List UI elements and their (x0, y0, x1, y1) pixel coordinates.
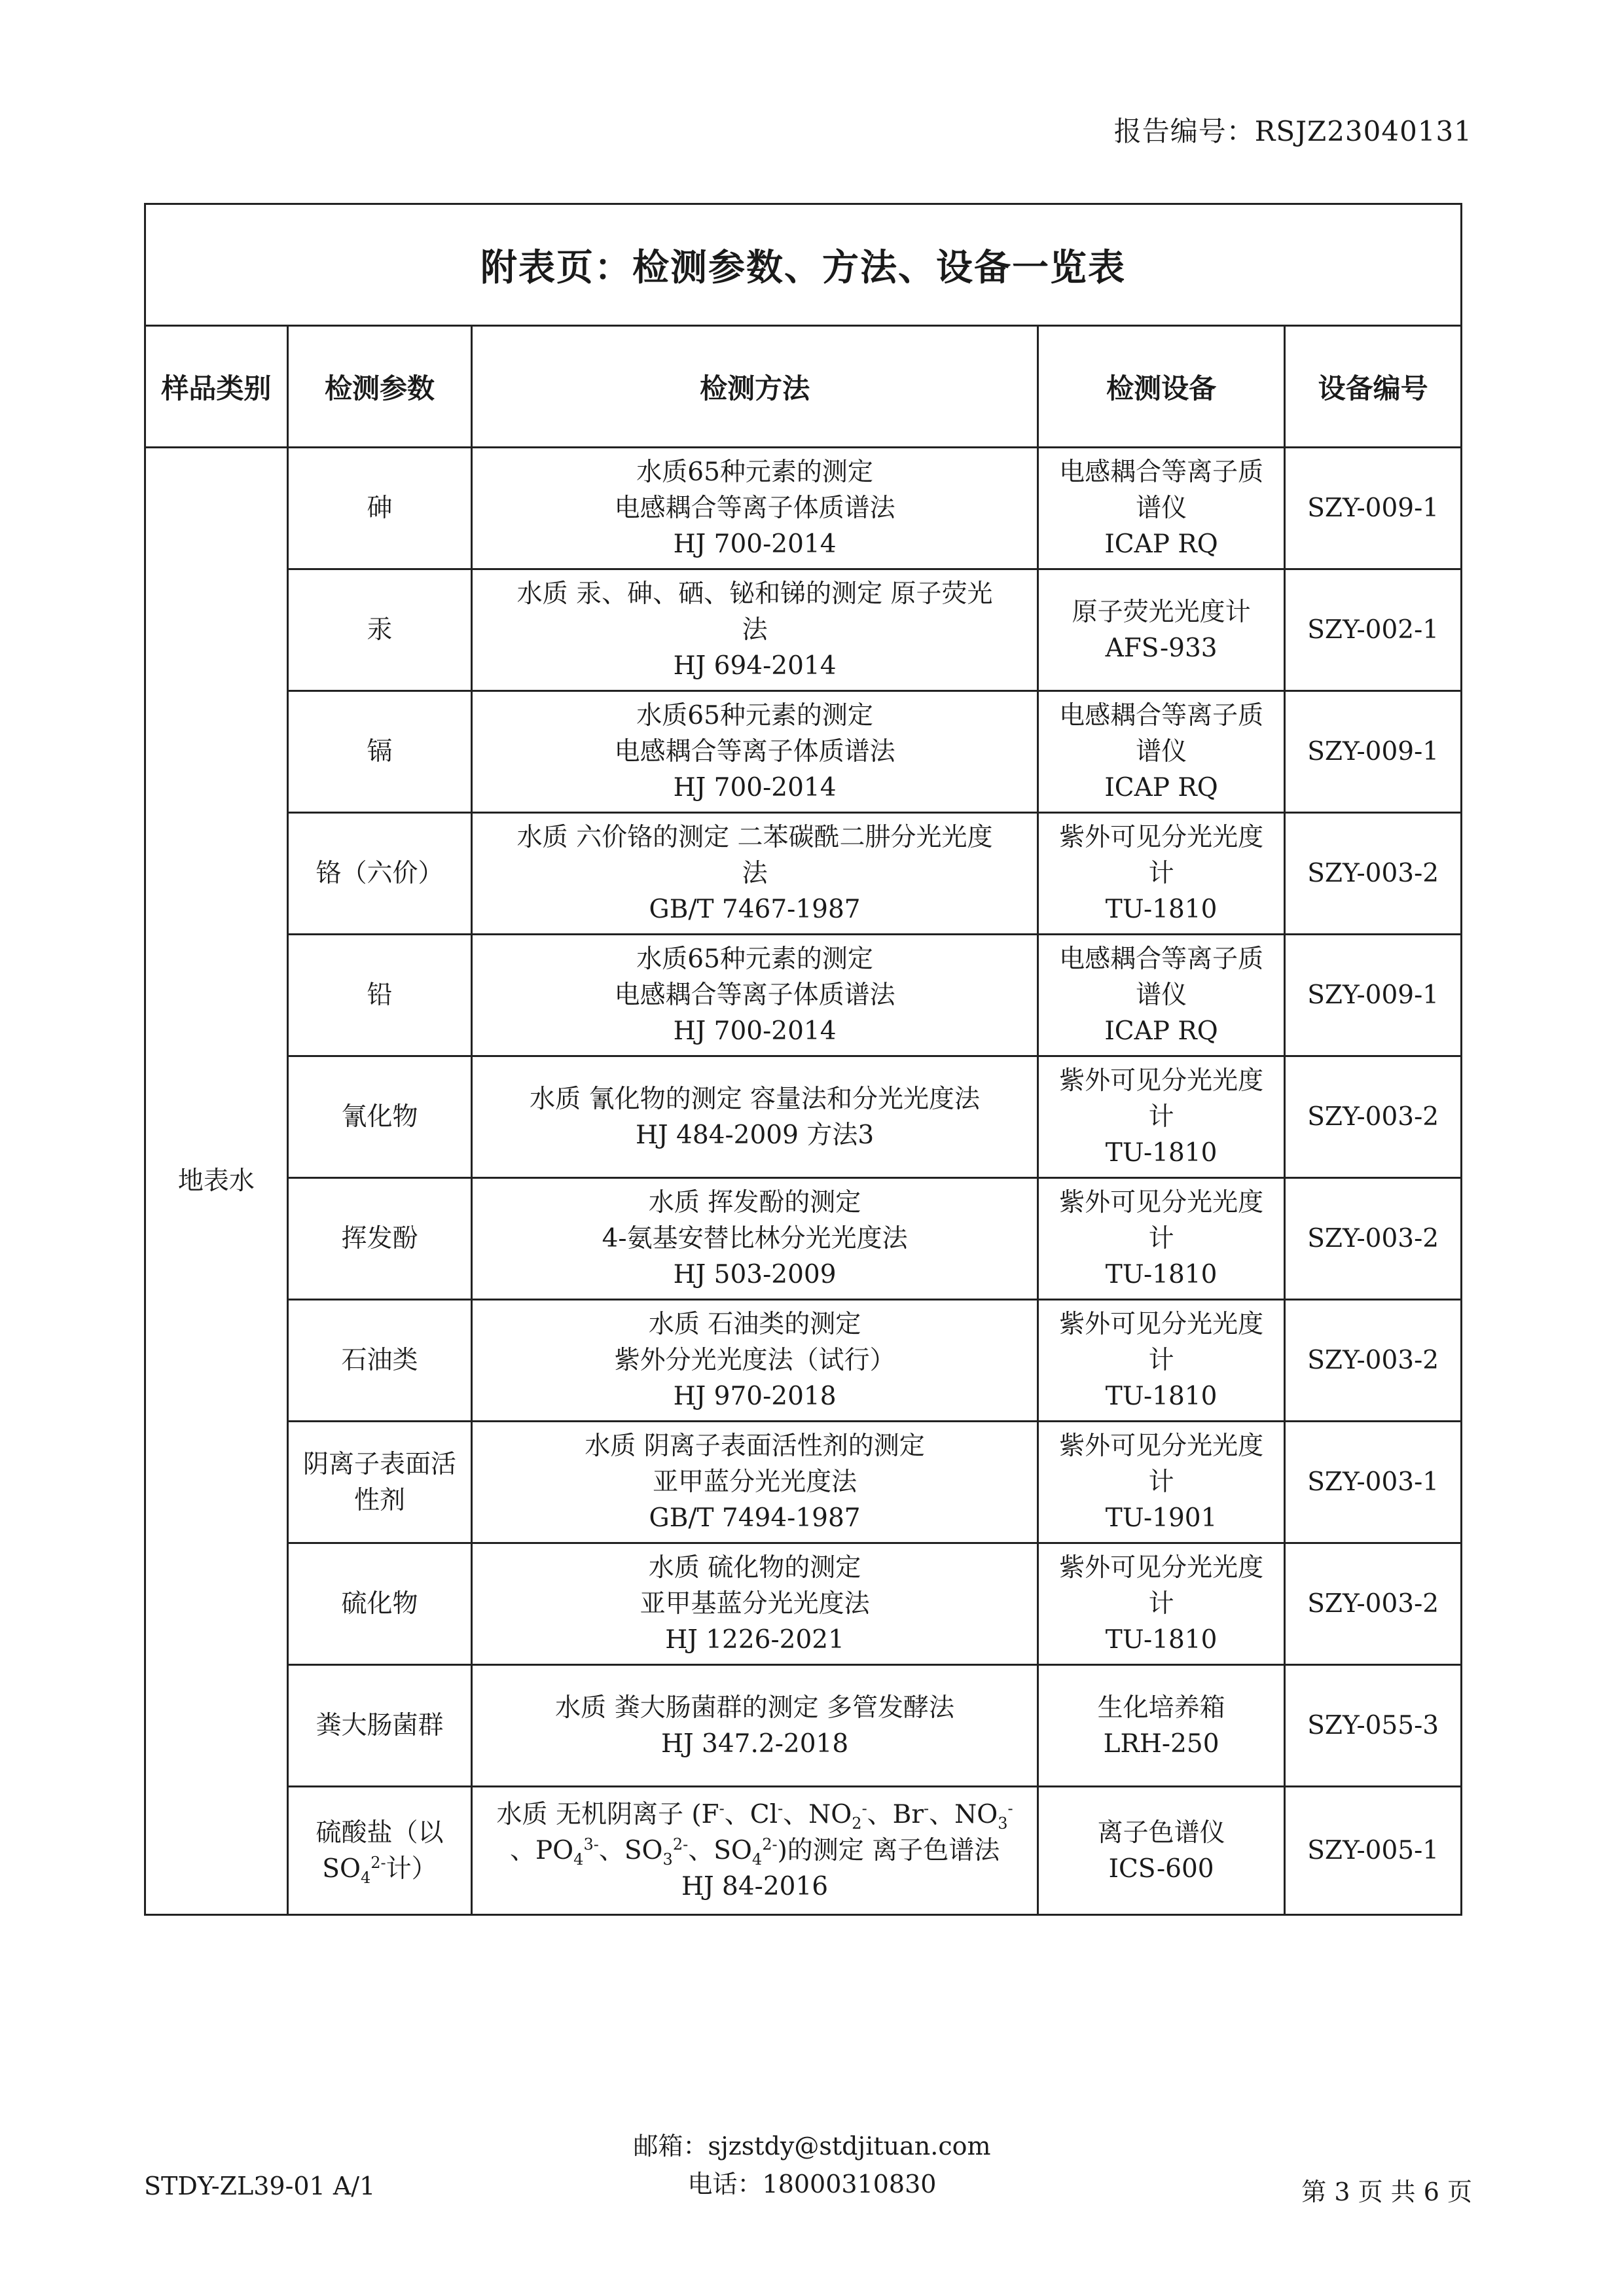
table-title: 附表页：检测参数、方法、设备一览表 (145, 204, 1462, 326)
method-cell-line: HJ 700-2014 (673, 1016, 837, 1046)
parameter-cell (287, 448, 472, 569)
header-sample-category: 样品类别 (145, 326, 288, 448)
method-cell-line: 水质 氰化物的测定 容量法和分光光度法 (530, 1084, 980, 1114)
equipment-cell-line: 计 (1148, 1589, 1174, 1619)
method-cell-line: HJ 700-2014 (673, 773, 837, 802)
sub-mark: 2 (852, 1814, 862, 1833)
header-parameter: 检测参数 (287, 326, 472, 448)
equipment-cell-line: 离子色谱仪 (1097, 1818, 1225, 1848)
method-cell-line: 紫外分光光度法（试行） (614, 1346, 895, 1375)
method-cell-line: HJ 347.2-2018 (661, 1729, 849, 1759)
equipment-cell-line: AFS-933 (1105, 633, 1218, 663)
header-equipment-code: 设备编号 (1285, 326, 1462, 448)
equipment-cell-line: 生化培养箱 (1097, 1693, 1225, 1723)
method-cell (472, 935, 1038, 1056)
equipment-cell (1038, 569, 1284, 691)
equipment-cell (1038, 448, 1284, 569)
equipment-cell-line: 电感耦合等离子质 (1059, 457, 1264, 487)
parameter-cell (287, 1300, 472, 1422)
method-cell (472, 691, 1038, 813)
sup-mark: 3- (583, 1835, 599, 1854)
table-row (145, 1056, 1462, 1178)
equipment-cell-line: ICAP RQ (1104, 529, 1218, 559)
sup-mark: - (923, 1799, 929, 1818)
table-row (145, 1300, 1462, 1422)
equipment-code-cell: SZY-009-1 (1285, 935, 1462, 1056)
table-row (145, 1422, 1462, 1543)
method-cell-line: 水质 硫化物的测定 (648, 1553, 861, 1583)
method-cell-line: 水质 阴离子表面活性剂的测定 (585, 1431, 925, 1461)
text-fragment: 、Br (867, 1800, 924, 1829)
equipment-cell (1038, 691, 1284, 813)
email: 邮箱：sjzstdy@stdjituan.com (633, 2132, 991, 2161)
table-row (145, 1787, 1462, 1915)
sup-mark: - (861, 1799, 867, 1818)
parameter-cell-line: 石油类 (341, 1346, 418, 1375)
equipment-cell-line: 紫外可见分光光度 (1059, 1188, 1264, 1217)
parameter-cell-line: 铅 (367, 980, 393, 1010)
method-cell-line: HJ 700-2014 (673, 529, 837, 559)
sup-mark: 2- (672, 1835, 689, 1854)
method-cell (472, 448, 1038, 569)
method-cell-line: 水质 挥发酚的测定 (648, 1188, 861, 1217)
method-cell (472, 1665, 1038, 1787)
method-cell-line: 电感耦合等离子体质谱法 (614, 737, 895, 766)
report-number: 报告编号：RSJZ23040131 (1113, 115, 1472, 147)
method-cell-line: HJ 970-2018 (673, 1382, 837, 1411)
parameter-cell-line: 粪大肠菌群 (316, 1711, 444, 1740)
equipment-cell-line: 谱仪 (1136, 493, 1187, 523)
method-cell-line: 水质65种元素的测定 (636, 701, 873, 730)
parameter-cell-line (293, 1815, 467, 1851)
method-cell (472, 1300, 1038, 1422)
equipment-cell-line: 紫外可见分光光度 (1059, 1553, 1264, 1583)
sub-mark: 4 (361, 1868, 371, 1887)
method-cell (472, 1056, 1038, 1178)
equipment-cell (1038, 1787, 1284, 1915)
table-header-row (145, 326, 1462, 448)
parameter-cell-line: 性剂 (353, 1485, 405, 1515)
equipment-cell (1038, 1300, 1284, 1422)
parameter-cell (287, 1056, 472, 1178)
equipment-cell-line: 谱仪 (1136, 980, 1187, 1010)
equipment-code-cell: SZY-003-1 (1285, 1422, 1462, 1543)
method-cell-line: HJ 1226-2021 (665, 1625, 844, 1655)
text-fragment: 硫酸盐（以 (316, 1818, 444, 1848)
sup-mark: 2- (762, 1835, 778, 1854)
method-cell-line (477, 1869, 1033, 1905)
text-fragment: SO (322, 1854, 361, 1884)
equipment-cell-line: 原子荧光光度计 (1072, 597, 1251, 627)
document-code: STDY-ZL39-01 A/1 (144, 2172, 376, 2200)
equipment-code-cell: SZY-009-1 (1285, 691, 1462, 813)
text-fragment: )的测定 离子色谱法 (777, 1836, 1000, 1865)
method-cell-line: HJ 694-2014 (673, 651, 837, 681)
equipment-cell-line: 计 (1148, 859, 1174, 888)
equipment-cell-line: TU-1810 (1105, 1382, 1218, 1411)
equipment-cell (1038, 1543, 1284, 1665)
equipment-cell-line: 紫外可见分光光度 (1059, 823, 1264, 852)
sub-mark: 4 (573, 1850, 584, 1869)
equipment-cell-line: TU-1810 (1105, 1260, 1218, 1289)
equipment-code-cell: SZY-003-2 (1285, 813, 1462, 935)
parameter-cell-line: 砷 (367, 493, 393, 523)
sup-mark: - (1007, 1799, 1013, 1818)
equipment-cell (1038, 1665, 1284, 1787)
sup-mark: - (719, 1799, 725, 1818)
equipment-cell-line: 计 (1148, 1102, 1174, 1132)
method-cell (472, 569, 1038, 691)
equipment-cell-line: TU-1810 (1105, 895, 1218, 924)
method-cell (472, 1787, 1038, 1915)
detection-table (144, 203, 1462, 1916)
method-cell-line: 水质 粪大肠菌群的测定 多管发酵法 (555, 1693, 954, 1723)
text-fragment: 、NO (783, 1800, 852, 1829)
method-cell-line: HJ 503-2009 (673, 1260, 837, 1289)
sample-category: 地表水 (145, 448, 288, 1915)
method-cell-line: 水质 汞、砷、硒、铋和锑的测定 原子荧光 (516, 579, 993, 609)
equipment-code-cell: SZY-055-3 (1285, 1665, 1462, 1787)
method-cell (472, 813, 1038, 935)
table-row (145, 1178, 1462, 1300)
equipment-cell-line: TU-1810 (1105, 1625, 1218, 1655)
parameter-cell-line (293, 1851, 467, 1887)
sub-mark: 4 (751, 1850, 763, 1869)
method-cell-line: 法 (742, 615, 768, 645)
sup-mark: 2- (370, 1853, 386, 1872)
equipment-cell (1038, 1178, 1284, 1300)
sub-mark: 3 (662, 1850, 673, 1869)
method-cell-line (477, 1797, 1033, 1833)
parameter-cell (287, 1178, 472, 1300)
parameter-cell (287, 1787, 472, 1915)
equipment-cell-line: ICAP RQ (1104, 1016, 1218, 1046)
text-fragment: 、SO (688, 1836, 752, 1865)
table-row (145, 1543, 1462, 1665)
table-row (145, 935, 1462, 1056)
table-body (145, 204, 1462, 1915)
equipment-code-cell: SZY-005-1 (1285, 1787, 1462, 1915)
equipment-cell (1038, 935, 1284, 1056)
equipment-cell-line: 紫外可见分光光度 (1059, 1310, 1264, 1339)
text-fragment: 、SO (598, 1836, 663, 1865)
page-number: 第 3 页 共 6 页 (1301, 2178, 1472, 2206)
equipment-cell-line: 谱仪 (1136, 737, 1187, 766)
method-cell (472, 1422, 1038, 1543)
equipment-cell-line: LRH-250 (1103, 1729, 1219, 1759)
equipment-cell (1038, 1056, 1284, 1178)
table-row (145, 448, 1462, 569)
parameter-cell (287, 1543, 472, 1665)
equipment-code-cell: SZY-003-2 (1285, 1056, 1462, 1178)
parameter-cell (287, 691, 472, 813)
parameter-cell-line: 汞 (367, 615, 393, 645)
text-fragment: 、PO (509, 1836, 574, 1865)
equipment-cell-line: 计 (1148, 1467, 1174, 1497)
equipment-code-cell: SZY-003-2 (1285, 1300, 1462, 1422)
sup-mark: - (778, 1799, 784, 1818)
equipment-cell-line: 电感耦合等离子质 (1059, 701, 1264, 730)
equipment-code-cell: SZY-003-2 (1285, 1178, 1462, 1300)
equipment-cell (1038, 813, 1284, 935)
text-fragment: 计） (386, 1854, 437, 1884)
table-row (145, 1665, 1462, 1787)
parameter-cell-line: 镉 (367, 737, 393, 766)
equipment-cell (1038, 1422, 1284, 1543)
header-equipment: 检测设备 (1038, 326, 1284, 448)
method-cell (472, 1543, 1038, 1665)
method-cell-line: 亚甲蓝分光光度法 (653, 1467, 857, 1497)
header-method: 检测方法 (472, 326, 1038, 448)
parameter-cell (287, 1665, 472, 1787)
sub-mark: 3 (998, 1814, 1008, 1833)
method-cell-line: 水质 石油类的测定 (648, 1310, 861, 1339)
method-cell-line: 水质65种元素的测定 (636, 944, 873, 974)
method-cell-line: 4-氨基安替比林分光光度法 (602, 1224, 908, 1253)
method-cell-line: GB/T 7494-1987 (649, 1503, 861, 1533)
equipment-cell-line: 紫外可见分光光度 (1059, 1066, 1264, 1096)
table-row (145, 569, 1462, 691)
equipment-code-cell: SZY-009-1 (1285, 448, 1462, 569)
text-fragment: HJ 84-2016 (681, 1872, 829, 1901)
parameter-cell-line: 氰化物 (341, 1102, 418, 1132)
method-cell-line: 水质 六价铬的测定 二苯碳酰二肼分光光度 (516, 823, 993, 852)
equipment-cell-line: ICS-600 (1108, 1854, 1214, 1884)
parameter-cell (287, 813, 472, 935)
method-cell-line: HJ 484-2009 方法3 (636, 1120, 875, 1150)
equipment-cell-line: ICAP RQ (1104, 773, 1218, 802)
method-cell-line: 水质65种元素的测定 (636, 457, 873, 487)
parameter-cell (287, 569, 472, 691)
table-row (145, 691, 1462, 813)
equipment-cell-line: 电感耦合等离子质 (1059, 944, 1264, 974)
parameter-cell-line: 硫化物 (341, 1589, 418, 1619)
equipment-cell-line: TU-1901 (1105, 1503, 1218, 1533)
method-cell-line: 电感耦合等离子体质谱法 (614, 493, 895, 523)
equipment-cell-line: 计 (1148, 1346, 1174, 1375)
phone: 电话：18000310830 (687, 2170, 937, 2198)
method-cell-line: 亚甲基蓝分光光度法 (640, 1589, 870, 1619)
method-cell-line: 法 (742, 859, 768, 888)
parameter-cell-line: 铬（六价） (316, 859, 444, 888)
equipment-cell-line: 计 (1148, 1224, 1174, 1253)
equipment-code-cell: SZY-002-1 (1285, 569, 1462, 691)
method-cell-line (477, 1833, 1033, 1869)
table-row (145, 813, 1462, 935)
method-cell-line: 电感耦合等离子体质谱法 (614, 980, 895, 1010)
equipment-cell-line: 紫外可见分光光度 (1059, 1431, 1264, 1461)
parameter-cell-line: 挥发酚 (341, 1224, 418, 1253)
parameter-cell-line: 阴离子表面活 (302, 1449, 456, 1479)
text-fragment: 、Cl (724, 1800, 778, 1829)
equipment-cell-line: TU-1810 (1105, 1138, 1218, 1168)
equipment-code-cell: SZY-003-2 (1285, 1543, 1462, 1665)
method-cell (472, 1178, 1038, 1300)
text-fragment: 、NO (929, 1800, 998, 1829)
method-cell-line: GB/T 7467-1987 (649, 895, 861, 924)
parameter-cell (287, 935, 472, 1056)
text-fragment: 水质 无机阴离子 (F (496, 1800, 719, 1829)
parameter-cell (287, 1422, 472, 1543)
